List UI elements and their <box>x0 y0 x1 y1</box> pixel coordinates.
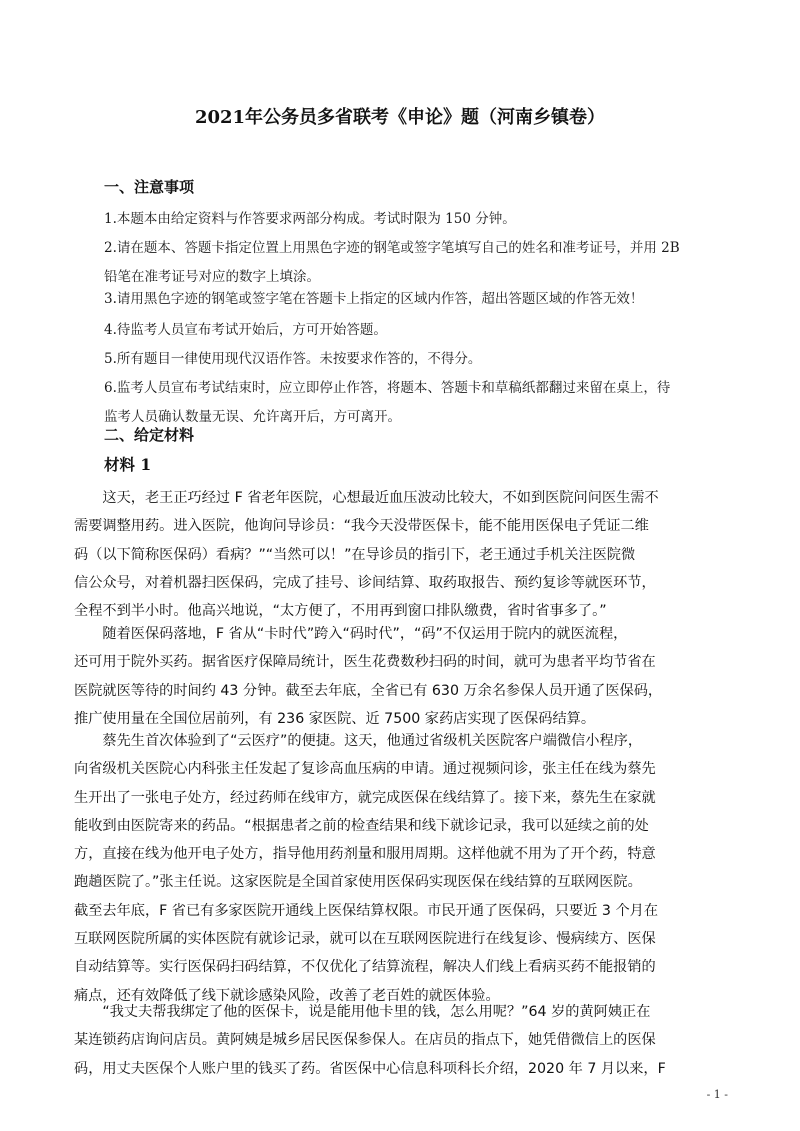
paragraph-line: “我丈夫帮我绑定了他的医保卡，说是能用他卡里的钱，怎么用呢？”64 岁的黄阿姨正在 <box>74 1004 651 1020</box>
paragraph-line: 码（以下简称医保码）看病？”“当然可以！”在导诊员的指引下，老王通过手机关注医院微 <box>74 546 636 563</box>
notice-item <box>104 205 704 234</box>
paragraph-line: 医院就医等待的时间约 43 分钟。截至去年底，全省已有 630 万余名参保人员开通了医保码， <box>74 682 663 699</box>
paragraph-line: 这天，老王正巧经过 F 省老年医院，心想最近血压波动比较大，不如到医院问问医生需不 <box>74 490 659 506</box>
paragraph-line: 全程不到半小时。他高兴地说，“太方便了，不用再到窗口排队缴费，省时省事多了。” <box>74 603 607 620</box>
notice-line: 3.请用黑色字迹的钢笔或签字笔在答题卡上指定的区域内作答，超出答题区域的作答无效！ <box>104 291 644 307</box>
section-heading-notes: 一、注意事项 <box>104 178 195 196</box>
paragraph-line: 自动结算等。实行医保码扫码结算，不仅优化了结算流程，解决人们线上看病买药不能报销的 <box>74 959 656 976</box>
notice-line: 1.本题本由给定资料与作答要求两部分构成。考试时限为 150 分钟。 <box>104 211 516 227</box>
notice-item <box>104 234 704 292</box>
document-title: 2021年公务员多省联考《申论》题（河南乡镇卷） <box>194 107 606 128</box>
paragraph-line: 生开出了一张电子处方，经过药师在线审方，就完成医保在线结算了。接下来，蔡先生在家就 <box>74 789 656 806</box>
notice-line: 6.监考人员宣布考试结束时，应立即停止作答，将题本、答题卡和草稿纸都翻过来留在桌上，待 <box>104 380 671 396</box>
material-paragraph <box>74 620 734 733</box>
paragraph-line: 某连锁药店询问店员。黄阿姨是城乡居民医保参保人。在店员的指点下，她凭借微信上的医保 <box>74 1032 656 1049</box>
paragraph-line: 需要调整用药。进入医院，他询问导诊员：“我今天没带医保卡，能不能用医保电子凭证二维 <box>74 518 649 535</box>
notice-line: 铅笔在准考证号对应的数字上填涂。 <box>104 269 320 285</box>
paragraph-line: 蔡先生首次体验到了“云医疗”的便捷。这天，他通过省级机关医院客户端微信小程序， <box>74 733 643 749</box>
notice-item <box>104 345 704 374</box>
notice-line: 监考人员确认数量无误、允许离开后，方可离开。 <box>104 409 401 425</box>
paragraph-line: 推广使用量在全国位居前列，有 236 家医院、近 7500 家药店实现了医保码结算。 <box>74 710 596 727</box>
paragraph-line: 截至去年底，F 省已有多家医院开通线上医保结算权限。市民开通了医保码，只要近 3 个月在 <box>74 902 659 919</box>
notice-line: 4.待监考人员宣布考试开始后，方可开始答题。 <box>104 322 387 338</box>
paragraph-line: 信公众号，对着机器扫医保码，完成了挂号、诊间结算、取药取报告、预约复诊等就医环节， <box>74 574 656 591</box>
paragraph-line: 能收到由医院寄来的药品。“根据患者之前的检查结果和线下就诊记录，我可以延续之前的处 <box>74 817 649 834</box>
paragraph-line: 码，用丈夫医保个人账户里的钱买了药。省医保中心信息科项科长介绍，2020 年 7 月以来，F <box>74 1060 666 1077</box>
material-paragraph <box>74 998 734 1083</box>
notice-line: 5.所有题目一律使用现代汉语作答。未按要求作答的，不得分。 <box>104 351 482 367</box>
paragraph-line: 互联网医院所属的实体医院有就诊记录，就可以在互联网医院进行在线复诊、慢病续方、医保 <box>74 931 656 948</box>
paragraph-line: 随着医保码落地，F 省从“卡时代”跨入“码时代”，“码”不仅运用于院内的就医流程， <box>74 626 628 642</box>
paragraph-line: 跑趟医院了。”张主任说。这家医院是全国首家使用医保码实现医保在线结算的互联网医院。 <box>74 874 642 891</box>
paragraph-line: 痛点，还有效降低了线下就诊感染风险，改善了老百姓的就医体验。 <box>74 987 500 1004</box>
notice-item <box>104 285 704 314</box>
page-number: - 1 - <box>706 1088 728 1101</box>
notice-line: 2.请在题本、答题卡指定位置上用黑色字迹的钢笔或签字笔填写自己的姓名和准考证号，并用 2B <box>104 240 680 256</box>
material-paragraph <box>74 484 734 625</box>
notice-item <box>104 316 704 345</box>
paragraph-line: 还可用于院外买药。据省医疗保障局统计，医生花费数秒扫码的时间，就可为患者平均节省在 <box>74 654 656 671</box>
section-heading-materials: 二、给定材料 <box>104 426 195 444</box>
material-paragraph <box>74 727 734 1010</box>
material-heading: 材料 1 <box>104 455 152 474</box>
paragraph-line: 向省级机关医院心内科张主任发起了复诊高血压病的申请。通过视频问诊，张主任在线为蔡先 <box>74 761 656 778</box>
paragraph-line: 方，直接在线为他开电子处方，指导他用药剂量和服用周期。这样他就不用为了开个药，特意 <box>74 846 656 863</box>
